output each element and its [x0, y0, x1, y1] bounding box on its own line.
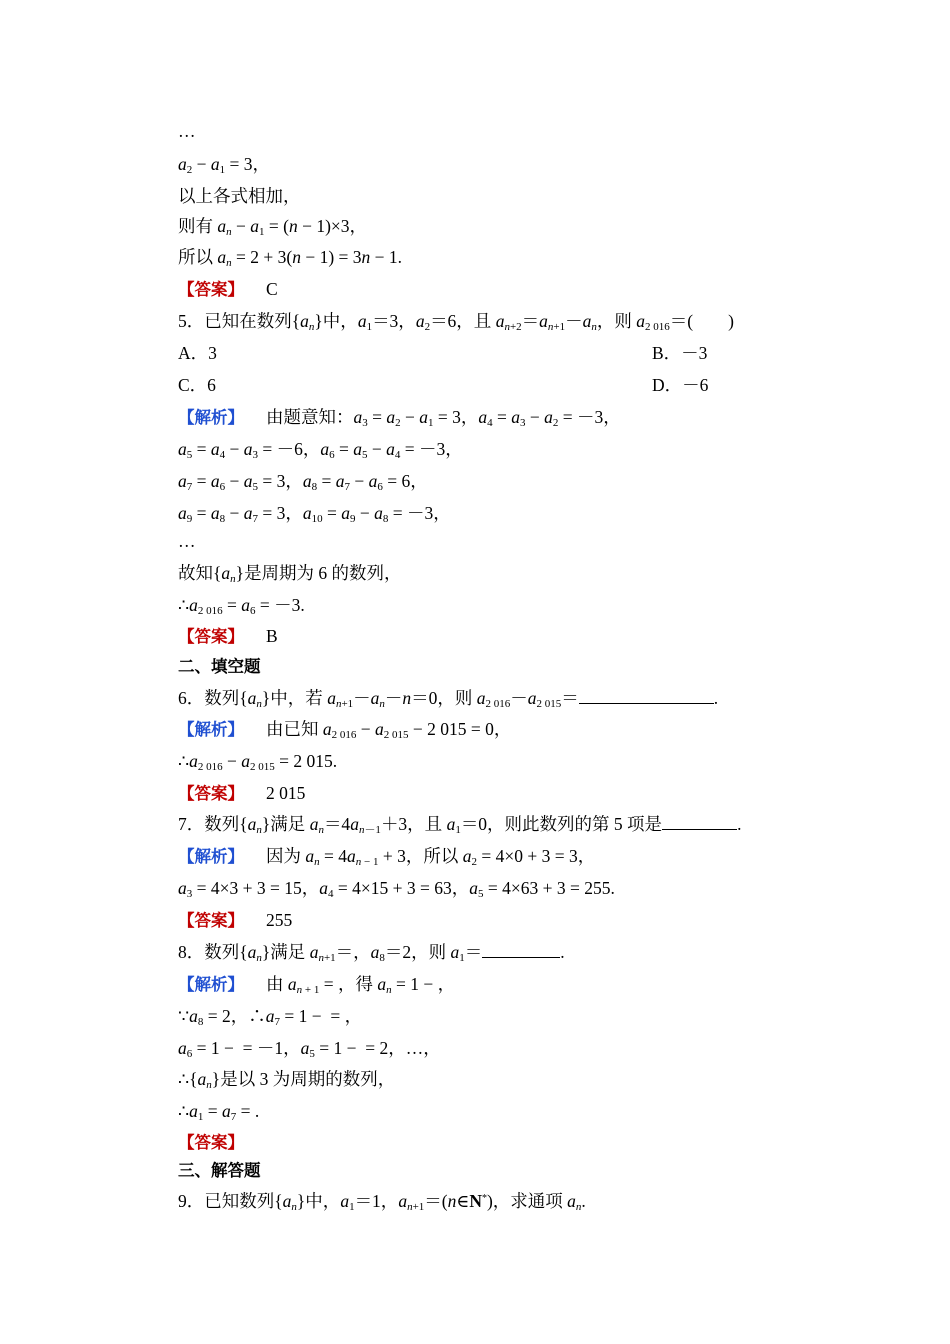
question-6: 6．数列$\{a_n\}$中，若 $a_{n+1}-a_n-n=0$，则 $a_{2 016}-a_{2 015}=$ . — [178, 688, 719, 710]
answer-blank[interactable] — [579, 686, 714, 704]
equation-line: $\because a_8 = 2$，$\therefore a_7 = 1$ − = ， — [178, 1006, 363, 1028]
text-line: 以上各式相加， — [178, 186, 301, 206]
equation-line: $a_5 = a_4 - a_3 = -6$，$a_6 = a_5 - a_4 = -3$， — [178, 439, 463, 461]
answer-tag: 【答案】 — [178, 1133, 244, 1152]
section-heading: 二、填空题 — [178, 657, 261, 676]
equation-line: 则有 $a_n - a_1 = (n - 1)\times 3$， — [178, 216, 368, 238]
text-line: $\therefore\{a_n\}$是以 3 为周期的数列， — [178, 1069, 396, 1091]
option-a[interactable]: A．3 — [178, 343, 217, 363]
answer-value: C — [266, 279, 278, 299]
analysis-tag: 【解析】 — [178, 975, 244, 994]
analysis-tag: 【解析】 — [178, 720, 244, 739]
answer-value: 2 015 — [266, 783, 306, 803]
answer-value: 255 — [266, 910, 293, 930]
analysis-line: 【解析】 由已知 $a_{2 016} - a_{2 015} - 2$ 015 = 0， — [178, 719, 512, 741]
answer-blank[interactable] — [482, 940, 560, 958]
equation-line: $a_2 - a_1 = 3$， — [178, 154, 270, 176]
equation-line: $a_9 = a_8 - a_7 = 3$，$a_{10} = a_9 - a_8 = -3$， — [178, 503, 451, 525]
answer-value: B — [266, 626, 278, 646]
analysis-tag: 【解析】 — [178, 847, 244, 866]
question-5: 5．已知在数列$\{a_n\}$中，$a_1=3$，$a_2=6$，且 $a_{n+2}=a_{n+1}-a_n$，则 $a_{2 016}=$( ) — [178, 311, 734, 333]
equation-line: $a_7 = a_6 - a_5 = 3$，$a_8 = a_7 - a_6 = 6$， — [178, 471, 428, 493]
ellipsis: … — [178, 121, 196, 141]
analysis-line: 【解析】 由题意知：$a_3 = a_2 - a_1 = 3$，$a_4 = a_3 - a_2 = -3$， — [178, 407, 621, 429]
option-c[interactable]: C．6 — [178, 375, 216, 395]
question-9: 9．已知数列$\{a_n\}$中，$a_1=1$，$a_{n+1}=(n\in N^*)$，求通项 $a_n$. — [178, 1191, 586, 1213]
equation-line: $\therefore a_{2 016} - a_{2 015} = 2$ 015. — [178, 751, 338, 773]
equation-line: $\therefore a_{2 016} = a_6 = -3$. — [178, 595, 305, 617]
options-row — [178, 373, 798, 397]
answer-line — [178, 908, 292, 932]
options-row — [178, 341, 798, 365]
answer-line — [178, 781, 305, 805]
question-8: 8．数列$\{a_n\}$满足 $a_{n+1}=$，$a_8=2$，则 $a_1=$ . — [178, 942, 565, 964]
answer-tag: 【答案】 — [178, 911, 244, 930]
answer-tag: 【答案】 — [178, 627, 244, 646]
answer-tag: 【答案】 — [178, 784, 244, 803]
option-b[interactable]: B．－3 — [652, 343, 708, 363]
analysis-line: 【解析】 因为 $a_n = 4a_{n - 1} + 3$，所以 $a_2 = 4\times 0 + 3 = 3$， — [178, 846, 596, 868]
answer-line — [178, 624, 278, 648]
analysis-tag: 【解析】 — [178, 408, 244, 427]
section-heading: 三、解答题 — [178, 1161, 261, 1180]
answer-blank[interactable] — [662, 812, 737, 830]
answer-tag: 【答案】 — [178, 280, 244, 299]
ellipsis: … — [178, 531, 196, 551]
equation-line: $a_6 = 1$ − = －1，$a_5 = 1$ − = 2，…， — [178, 1038, 441, 1060]
equation-line: 所以 $a_n = 2 + 3(n - 1) = 3n - 1$. — [178, 247, 403, 269]
equation-line: $\therefore a_1 = a_7$ = . — [178, 1101, 260, 1123]
answer-line — [178, 277, 278, 301]
text-line: 故知$\{a_n\}$是周期为 6 的数列， — [178, 563, 402, 585]
question-7: 7．数列$\{a_n\}$满足 $a_n=4a_{n-1}+3$，且 $a_1=0$，则此数列的第 5 项是 . — [178, 814, 742, 836]
option-d[interactable]: D．－6 — [652, 375, 709, 395]
equation-line: $a_3 = 4\times 3 + 3 = 15$，$a_4 = 4\times 15 + 3 = 63$，$a_5 = 4\times 63 + 3 = 255$. — [178, 878, 615, 900]
analysis-line: 【解析】 由 $a_{n + 1}$ = ，得 $a_n = 1$ − ， — [178, 974, 456, 996]
answer-line — [178, 1130, 244, 1154]
